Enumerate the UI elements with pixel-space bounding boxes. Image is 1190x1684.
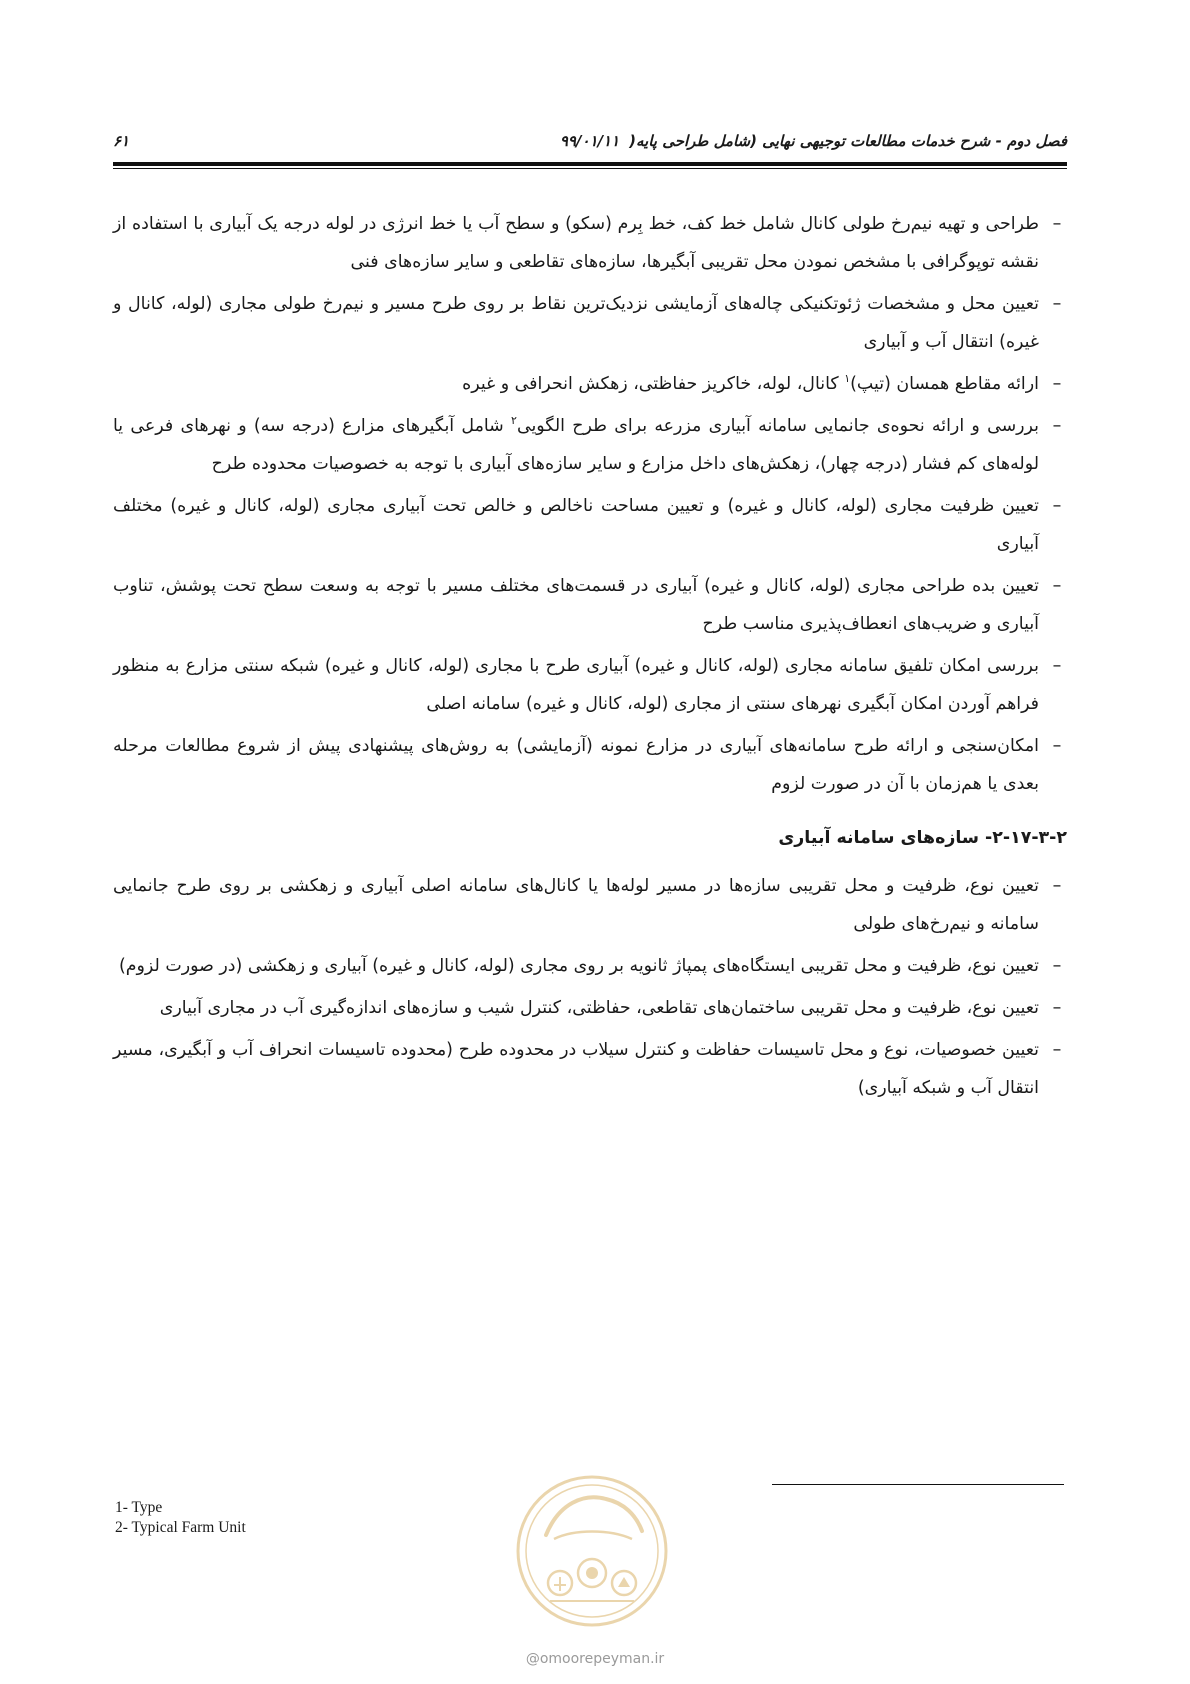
- list-item: [113, 407, 1067, 483]
- header-date: ۹۹/۰۱/۱۱: [559, 132, 620, 150]
- page-number: ۶۱: [113, 132, 130, 150]
- seal-center-person: [586, 1567, 598, 1579]
- section-heading: ۲-۱۷-۳-۲- سازه‌های سامانه آبیاری: [778, 828, 1067, 848]
- list-item: [113, 989, 1067, 1027]
- list-item-text: تعیین نوع، ظرفیت و محل تقریبی ایستگاه‌های پمپاژ ثانویه بر روی مجاری (لوله، کانال و غیره) آبیاری و زهکشی (در صورت لزوم): [118, 956, 1039, 976]
- list-item: [113, 647, 1067, 723]
- footnote-1: 1- Type: [115, 1499, 163, 1516]
- list-item-text: بررسی امکان تلفیق سامانه مجاری (لوله، کانال و غیره) آبیاری طرح با مجاری (لوله، کانال و غیره) شبکه سنتی مزارع به منظور فراهم آوردن امکان آبگیری نهرهای سنتی از مجاری (لوله، کانال و غیره) سامانه اصلی: [113, 656, 1039, 714]
- chapter-title: [560, 132, 1067, 150]
- bullet-dash: –: [1052, 576, 1062, 596]
- list-item: [113, 487, 1067, 563]
- seal-scale-icon: [554, 1577, 566, 1591]
- list-item: [113, 365, 1067, 403]
- main-content: [113, 205, 1067, 1111]
- seal-hand-icon: [618, 1577, 630, 1587]
- bullet-dash: –: [1052, 374, 1062, 394]
- watermark-text: @omoorepeyman.ir: [525, 1651, 665, 1667]
- bullet-dash: –: [1052, 416, 1062, 436]
- list-item-text: تعیین نوع، ظرفیت و محل تقریبی سازه‌ها در مسیر لوله‌ها یا کانال‌های سامانه اصلی آبیاری و زهکشی بر روی طرح جانمایی سامانه و نیم‌رخ‌های طولی: [113, 876, 1039, 934]
- footnote-2: 2- Typical Farm Unit: [115, 1519, 246, 1536]
- footnote-rule: [772, 1484, 1064, 1485]
- seal-logo: [514, 1473, 670, 1629]
- seal-calligraphy-stroke: [554, 1532, 632, 1540]
- footnote-ref-1: ۱: [844, 372, 851, 386]
- list-item-text: ارائه مقاطع همسان (تیپ): [850, 374, 1039, 394]
- bullet-dash: –: [1052, 876, 1062, 896]
- bullet-dash: –: [1052, 1040, 1062, 1060]
- footnotes: [115, 1498, 246, 1538]
- list-item-text-tail: شامل آبگیرهای مزارع (درجه سه) و نهرهای فرعی یا لوله‌های کم فشار (درجه چهار)، زهکش‌های داخل مزارع و سایر سازه‌های آبیاری با توجه به خصوصیات محدوده طرح: [113, 416, 1039, 474]
- list-item: [113, 1031, 1067, 1107]
- header-rule-thick: [113, 162, 1067, 166]
- bullet-dash: –: [1052, 496, 1062, 516]
- list-item: [113, 947, 1067, 985]
- list-item-text: بررسی و ارائه نحوه‌ی جانمایی سامانه آبیاری مزرعه برای طرح الگویی: [516, 416, 1039, 436]
- bullet-dash: –: [1052, 294, 1062, 314]
- list-item-text: امکان‌سنجی و ارائه طرح سامانه‌های آبیاری در مزارع نمونه (آزمایشی) به روش‌های پیشنهادی پیش از شروع مطالعات مرحله بعدی یا هم‌زمان با آن در صورت لزوم: [113, 736, 1039, 794]
- list-item: [113, 867, 1067, 943]
- header-rule-thin: [113, 168, 1067, 169]
- chapter-title-text: فصل دوم - شرح خدمات مطالعات توجیهی نهایی (شامل طراحی پایه(: [629, 132, 1067, 150]
- bullet-dash: –: [1052, 214, 1062, 234]
- list-item-text-tail: کانال، لوله، خاکریز حفاظتی، زهکش انحرافی و غیره: [462, 374, 845, 394]
- list-item-text: تعیین محل و مشخصات ژئوتکنیکی چاله‌های آزمایشی نزدیک‌ترین نقاط بر روی طرح مسیر و نیم‌رخ طولی مجاری (لوله، کانال و غیره) انتقال آب و آبیاری: [113, 294, 1039, 352]
- seal-calligraphy-stroke: [546, 1497, 642, 1535]
- list-item-text: تعیین نوع، ظرفیت و محل تقریبی ساختمان‌های تقاطعی، حفاظتی، کنترل شیب و سازه‌های اندازه‌گیری آب در مجاری آبیاری: [159, 998, 1039, 1018]
- bullet-dash: –: [1052, 656, 1062, 676]
- bullet-dash: –: [1052, 998, 1062, 1018]
- list-item-text: تعیین خصوصیات، نوع و محل تاسیسات حفاظت و کنترل سیلاب در محدوده طرح (محدوده تاسیسات انحراف آب و آبگیری، مسیر انتقال آب و شبکه آبیاری): [113, 1040, 1039, 1098]
- bullet-dash: –: [1052, 956, 1062, 976]
- footnote-ref-2: ۲: [511, 414, 517, 428]
- list-item: [113, 285, 1067, 361]
- page-header: [113, 128, 1067, 158]
- seal-inner-ring: [526, 1485, 658, 1617]
- list-item: [113, 727, 1067, 803]
- list-item-text: تعیین ظرفیت مجاری (لوله، کانال و غیره) و تعیین مساحت ناخالص و خالص تحت آبیاری مجاری (لوله، کانال و غیره) مختلف آبیاری: [113, 496, 1039, 554]
- list-item: [113, 205, 1067, 281]
- list-item: [113, 567, 1067, 643]
- bullet-dash: –: [1052, 736, 1062, 756]
- list-item-text: تعیین بده طراحی مجاری (لوله، کانال و غیره) آبیاری در قسمت‌های مختلف مسیر با توجه به وسعت سطح تحت پوشش، تناوب آبیاری و ضریب‌های انعطاف‌پذیری مناسب طرح: [113, 576, 1039, 634]
- list-item-text: طراحی و تهیه نیم‌رخ طولی کانال شامل خط کف، خط بِرم (سکو) و سطح آب یا خط انرژی در لوله درجه یک آبیاری با استفاده از نقشه توپوگرافی با مشخص نمودن محل تقریبی آبگیرها، سازه‌های تقاطعی و سایر سازه‌های فنی: [113, 214, 1039, 272]
